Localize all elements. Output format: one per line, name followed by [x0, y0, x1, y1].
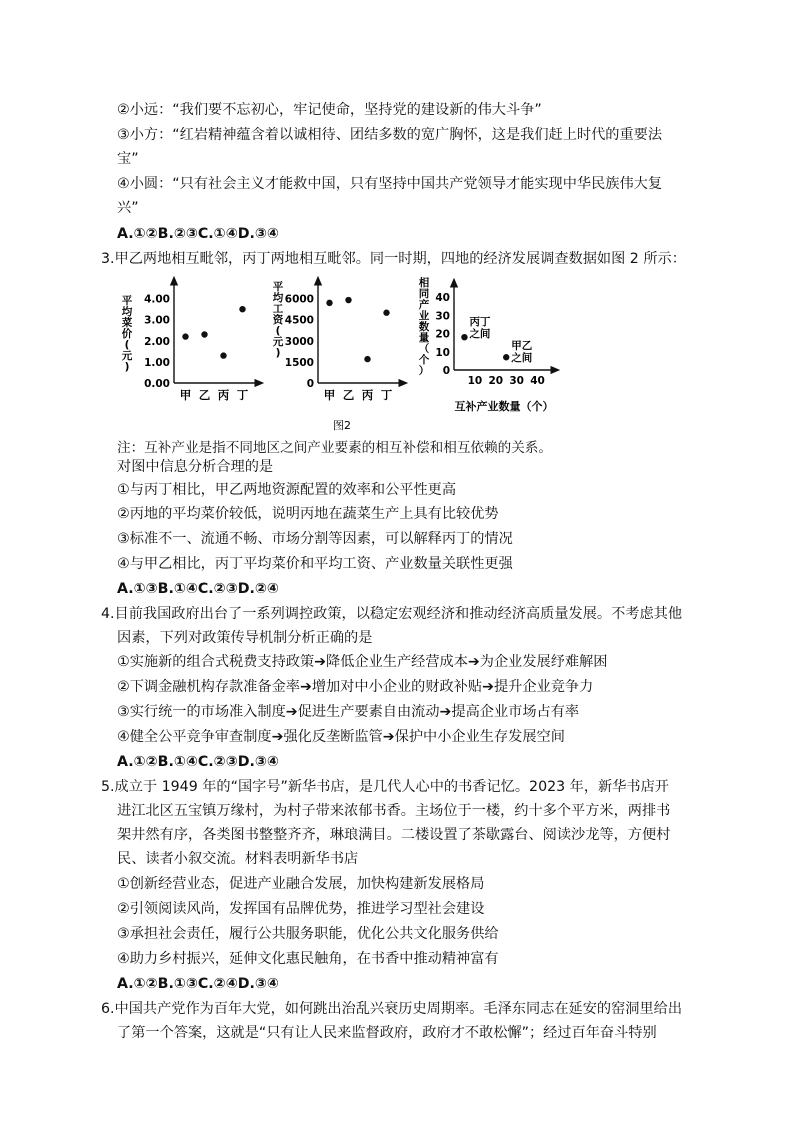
x-tick-label: 20 — [488, 375, 504, 387]
x-tick-label: 乙 — [198, 388, 211, 402]
x-tick-label: 30 — [509, 375, 524, 387]
q2-choices: A.①②B.②③C.①④D.③④ — [117, 226, 279, 242]
y-axis-label: 平均菜价(元) — [121, 295, 133, 373]
x-tick-label: 40 — [530, 375, 545, 387]
q4-option-2: ②下调金融机构存款准备金率➔增加对中小企业的财政补贴➔提升企业竞争力 — [117, 679, 594, 695]
data-point — [364, 356, 370, 362]
y-tick-label: 30 — [435, 310, 450, 323]
q2-option-2: ②小远：“我们要不忘初心，牢记使命，坚持党的建设新的伟大斗争” — [117, 102, 542, 118]
figure-2-svg — [118, 276, 568, 434]
y-tick-label: 1500 — [284, 356, 314, 369]
q2-option-3-line1: ③小方：“红岩精神蕴含着以诚相待、团结多数的宽广胸怀，这是我们赶上时代的重要法 — [117, 127, 663, 143]
q3-ask: 对图中信息分析合理的是 — [117, 459, 274, 475]
q4-option-3: ③实行统一的市场准入制度➔促进生产要素自由流动➔提高企业市场占有率 — [117, 704, 580, 720]
figure-2 — [118, 276, 568, 434]
q4-choices: A.①②B.①④C.②③D.③④ — [117, 754, 279, 770]
x-tick-label: 丙 — [361, 388, 374, 402]
x-tick-label: 甲 — [323, 388, 336, 402]
q3-stem: 3.甲乙两地相互毗邻，丙丁两地相互毗邻。同一时期，四地的经济发展调查数据如图 2 所示： — [101, 251, 686, 267]
y-tick-label: 10 — [435, 346, 450, 359]
x-tick-label: 丙 — [217, 388, 230, 402]
q2-option-4-line1: ④小圆：“只有社会主义才能救中国，只有坚持中国共产党领导才能实现中华民族伟大复 — [117, 176, 663, 192]
y-axis-label: 平均工资(元) — [272, 281, 284, 359]
data-point — [201, 331, 207, 337]
data-point — [220, 352, 226, 358]
chart-industry-count — [419, 276, 556, 413]
q3-option-2: ②丙地的平均菜价较低，说明丙地在蔬菜生产上具有比较优势 — [117, 506, 499, 522]
data-point — [239, 306, 245, 312]
data-point — [326, 300, 332, 306]
x-tick-label: 10 — [467, 375, 483, 387]
q4-option-4: ④健全公平竞争审查制度➔强化反垄断监管➔保护中小企业生存发展空间 — [117, 729, 565, 745]
data-point — [503, 354, 509, 360]
figure-label: 图2 — [333, 419, 351, 432]
y-tick-label: 40 — [435, 292, 450, 305]
q3-note: 注：互补产业是指不同地区之间产业要素的相互补偿和相互依赖的关系。 — [117, 440, 552, 456]
q5-stem-line1: 5.成立于 1949 年的“国字号”新华书店，是几代人心中的书香记忆。2023 年，新华书店开 — [101, 779, 669, 795]
q6-stem-line2: 了第一个答案，这就是“只有让人民来监督政府，政府才不敢松懈”；经过百年奋斗特别 — [117, 1025, 657, 1041]
point-label: 之间 — [511, 352, 533, 365]
point-label: 甲乙 — [511, 340, 533, 353]
x-tick-label: 乙 — [342, 388, 355, 402]
y-tick-label: 20 — [435, 328, 450, 341]
q4-option-1: ①实施新的组合式税费支持政策➔降低企业生产经营成本➔为企业发展纾难解困 — [117, 654, 608, 670]
q5-option-3: ③承担社会责任，履行公共服务职能，优化公共文化服务供给 — [117, 926, 499, 942]
q5-stem-line2: 进江北区五宝镇万缘村，为村子带来浓郁书香。主场位于一楼，约十多个平方米，两排书 — [117, 803, 671, 819]
y-tick-label: 1.00 — [144, 356, 170, 369]
x-tick-label: 丁 — [236, 388, 249, 402]
chart-average-wage — [273, 280, 404, 402]
q5-stem-line4: 民、读者小叙交流。材料表明新华书店 — [117, 851, 359, 867]
point-label: 之间 — [469, 328, 491, 341]
x-axis-label: 互补产业数量（个） — [454, 400, 554, 413]
data-point — [182, 333, 188, 339]
y-axis-label: 相同产业数量（个） — [418, 277, 430, 377]
y-tick-label: 3.00 — [144, 314, 170, 327]
y-tick-label: 0 — [442, 365, 450, 377]
q2-option-4-line2: 兴” — [117, 200, 139, 216]
y-tick-label: 4500 — [284, 314, 314, 327]
q2-option-3-line2: 宝” — [117, 151, 139, 167]
q4-stem-line2: 因素，下列对政策传导机制分析正确的是 — [117, 630, 373, 646]
x-tick-label: 丁 — [380, 388, 393, 402]
q3-option-1: ①与丙丁相比，甲乙两地资源配置的效率和公平性更高 — [117, 482, 457, 498]
q3-option-4: ④与甲乙相比，丙丁平均菜价和平均工资、产业数量关联性更强 — [117, 556, 513, 572]
y-tick-label: 3000 — [284, 335, 314, 348]
q5-choices: A.①②B.①③C.②④D.③④ — [117, 976, 279, 992]
q5-option-2: ②引领阅读风尚，发挥国有品牌优势，推进学习型社会建设 — [117, 901, 485, 917]
q4-stem-line1: 4.目前我国政府出台了一系列调控政策，以稳定宏观经济和推动经济高质量发展。不考虑其他 — [101, 606, 683, 622]
data-point — [383, 310, 389, 316]
q3-option-3: ③标准不一、流通不畅、市场分割等因素，可以解释丙丁的情况 — [117, 531, 513, 547]
y-tick-label: 0.00 — [144, 378, 170, 390]
point-label: 丙丁 — [469, 316, 491, 329]
chart-vegetable-price — [122, 280, 260, 402]
q3-choices: A.①③B.①④C.②③D.②④ — [117, 581, 279, 597]
y-tick-label: 6000 — [284, 293, 314, 306]
q6-stem-line1: 6.中国共产党作为百年大党，如何跳出治乱兴衰历史周期率。毛泽东同志在延安的窑洞里给出 — [101, 1001, 683, 1017]
x-tick-label: 甲 — [179, 388, 192, 402]
q5-option-4: ④助力乡村振兴，延伸文化惠民触角，在书香中推动精神富有 — [117, 951, 499, 967]
y-tick-label: 2.00 — [144, 335, 170, 348]
data-point — [345, 297, 351, 303]
q5-stem-line3: 架井然有序，各类图书整整齐齐，琳琅满目。二楼设置了茶歇露台、阅读沙龙等，方便村 — [117, 827, 671, 843]
q5-option-1: ①创新经营业态，促进产业融合发展，加快构建新发展格局 — [117, 876, 485, 892]
data-point — [461, 334, 467, 340]
y-tick-label: 0 — [306, 378, 314, 390]
y-tick-label: 4.00 — [144, 293, 170, 306]
